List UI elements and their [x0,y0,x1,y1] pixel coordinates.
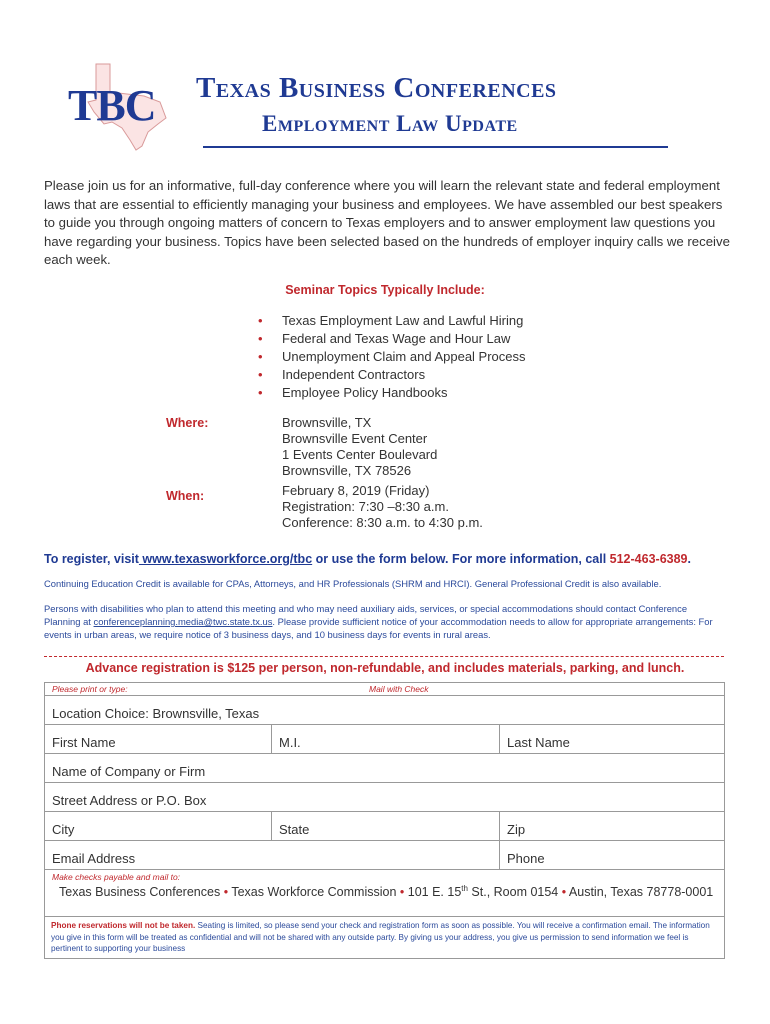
phone-field[interactable]: Phone [499,841,724,869]
bullet-icon: • [258,331,263,346]
state-field[interactable]: State [271,812,499,840]
mail-to-row [45,870,724,917]
credit-note: Continuing Education Credit is available for CPAs, Attorneys, and HR Professionals (SHRM and HRCI). General Professional Credit is also available. [44,578,662,589]
accommodation-note: Persons with disabilities who plan to attend this meeting and who may need auxiliary aids, services, or special accommodations should contact Conference Planning at conferenceplanning.media@twc.state.tx.us. Please provide sufficient notice of your accommodation needs to allow for appropriate arrangements: For events in urban areas, we require notice of 3 business days, and 10 business days for events in rural areas. [44,603,713,640]
city-state-zip-row [45,812,724,841]
bullet-icon: • [258,349,263,364]
location-choice-field[interactable]: Location Choice: Brownsville, Texas [52,706,260,721]
page-title: Texas Business Conferences [196,72,557,104]
bullet-icon: • [258,385,263,400]
bullet-icon: • [258,367,263,382]
when-details: February 8, 2019 (Friday) Registration: 7:30 –8:30 a.m. Conference: 8:30 a.m. to 4:30 p.m. [282,483,483,530]
registration-form [44,682,725,959]
advance-registration-note: Advance registration is $125 per person, non-refundable, and includes materials, parking, and lunch. [85,661,685,675]
register-line: To register, visit www.texasworkforce.org/tbc or use the form below. For more information, call 512-463-6389. [44,552,691,566]
disclaimer-row [45,917,724,958]
street-field[interactable]: Street Address or P.O. Box [45,783,724,812]
city-field[interactable]: City [52,822,75,837]
intro-paragraph: Please join us for an informative, full-day conference where you will learn the relevant state and federal employment laws that are essential to efficiently managing your business and employees. We have assembled our best speakers to guide you through ongoing matters of concern to Texas employers and to answer employment law questions you have regarding your business. Topics have been selected based on the hundreds of employer inquiry calls we receive each week. [44,178,730,268]
title-divider [203,146,668,148]
register-link[interactable]: www.texasworkforce.org/tbc [138,552,313,566]
topic-item: • Unemployment Claim and Appeal Process [258,349,526,364]
checks-note: Make checks payable and mail to: [52,872,181,882]
where-details: Brownsville, TX Brownsville Event Center 1 Events Center Boulevard Brownsville, TX 78526 [282,415,438,478]
print-note: Please print or type: [52,684,128,694]
mailing-address: Texas Business Conferences • Texas Workforce Commission • 101 E. 15th St., Room 0154 • Austin, Texas 78778-0001 [59,884,714,900]
separator-dot: • [561,885,569,900]
topics-heading: Seminar Topics Typically Include: [285,283,485,297]
form-note-row [45,683,724,696]
location-row[interactable] [45,696,724,725]
email-field[interactable]: Email Address [52,851,136,866]
page-subtitle: Employment Law Update [262,111,518,136]
info-phone: 512-463-6389 [609,552,688,566]
separator-dot: • [223,885,232,900]
topics-list [258,312,526,402]
tbc-logo [62,58,172,154]
first-name-field[interactable]: First Name [52,735,116,750]
last-name-field[interactable]: Last Name [499,725,724,753]
when-label: When: [166,489,205,503]
topic-item: • Independent Contractors [258,367,426,382]
separator-dot: • [399,885,408,900]
conference-email-link[interactable]: conferenceplanning.media@twc.state.tx.us [93,616,273,627]
mi-field[interactable]: M.I. [271,725,499,753]
zip-field[interactable]: Zip [499,812,724,840]
topic-item: • Texas Employment Law and Lawful Hiring [258,313,524,328]
where-label: Where: [166,416,209,430]
disclaimer-text: Phone reservations will not be taken. Seating is limited, so please send your check and registration form as soon as possible. You will receive a confirmation email. The information you give in this form will be treated as confidential and will not be shared with any outside party. By giving us your address, you give us permission to send information we feel is pertinent to supporting your business [51,921,710,953]
topic-item: • Federal and Texas Wage and Hour Law [258,331,511,346]
name-row [45,725,724,754]
logo-letters: TBC [68,81,156,130]
mail-note: Mail with Check [369,684,429,694]
company-field[interactable]: Name of Company or Firm [45,754,724,783]
dashed-divider [44,656,724,657]
contact-row [45,841,724,870]
bullet-icon: • [258,313,263,328]
letterhead [0,0,770,160]
topic-item: • Employee Policy Handbooks [258,385,448,400]
